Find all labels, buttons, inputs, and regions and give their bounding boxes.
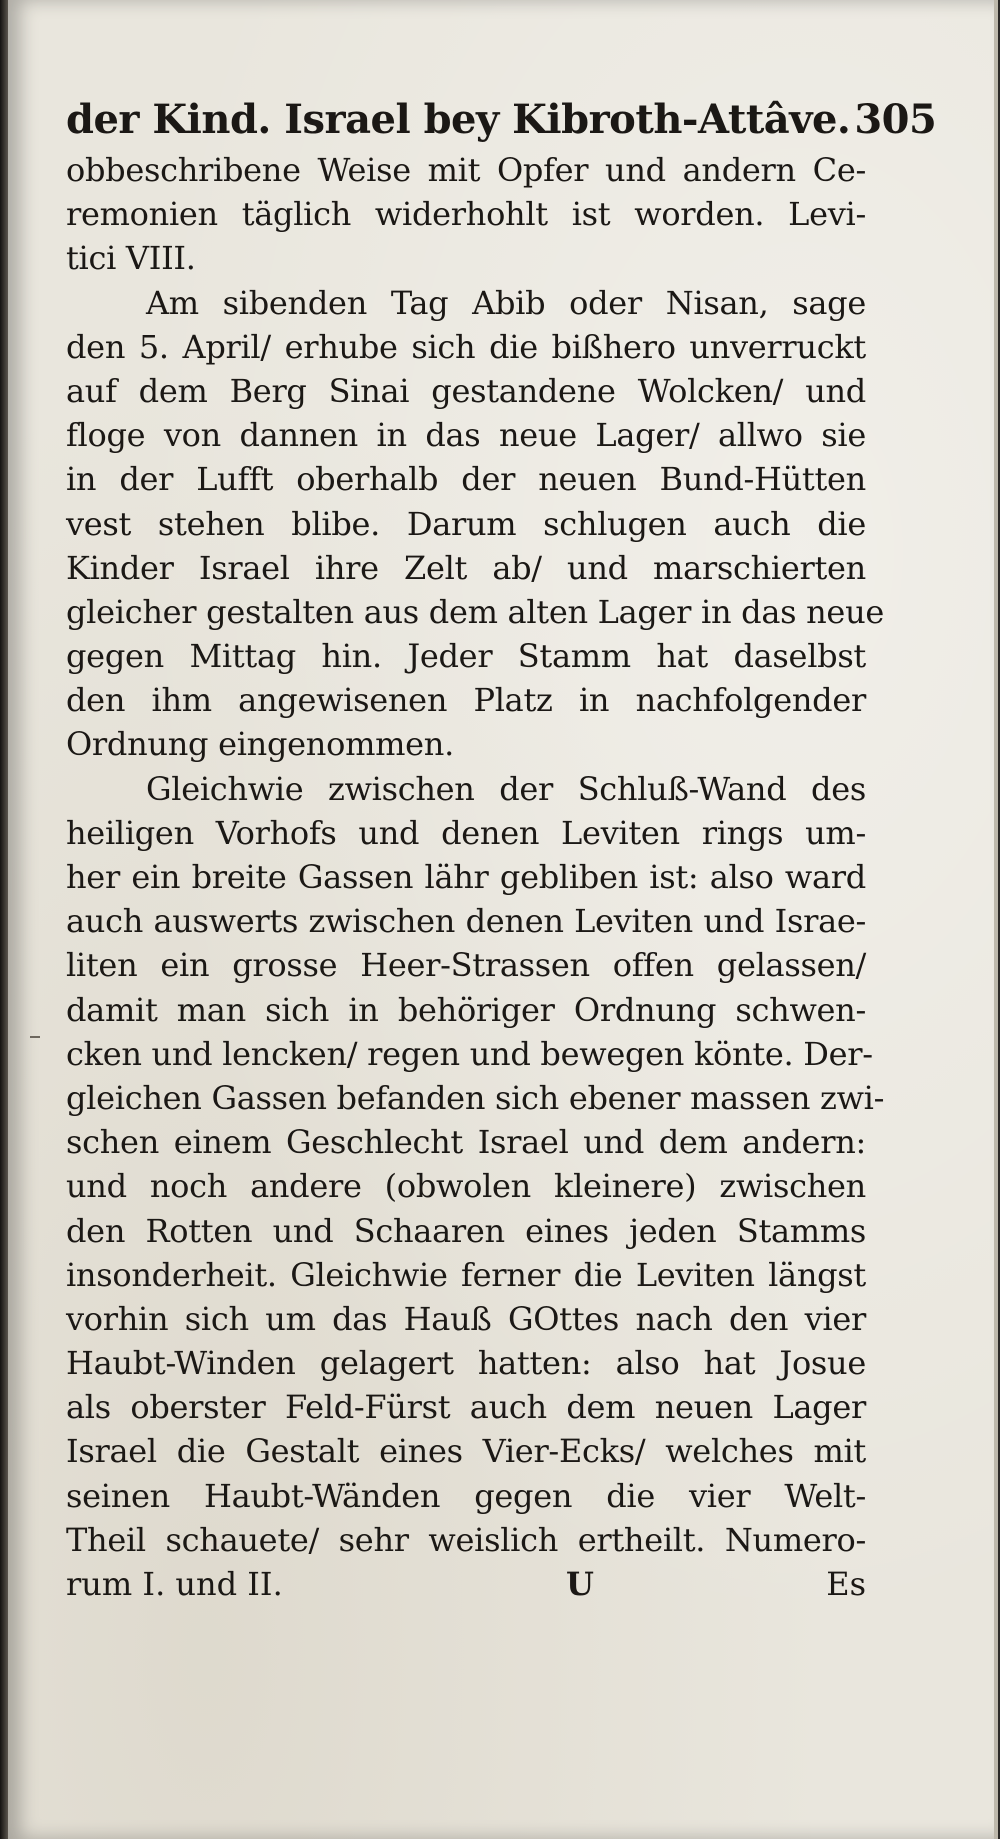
text-line: und noch andere (obwolen kleinere) zwischen: [66, 1167, 866, 1206]
text-line: auch auswerts zwischen denen Leviten und Israe-: [66, 902, 866, 941]
text-line: floge von dannen in das neue Lager/ allwo sie: [66, 416, 866, 455]
text-line: liten ein grosse Heer-Strassen offen gelassen/: [66, 946, 866, 985]
text-line: den ihm angewisenen Platz in nachfolgender: [66, 681, 866, 720]
text-line: Israel die Gestalt eines Vier-Ecks/ welches mit: [66, 1432, 866, 1471]
text-line: den 5. April/ erhube sich die bißhero unverruckt: [66, 327, 866, 366]
text-line: Ordnung eingenommen.: [66, 725, 454, 764]
text-line: Kinder Israel ihre Zelt ab/ und marschierten: [66, 548, 866, 587]
page-number: 305: [854, 96, 937, 143]
catchword: Es: [826, 1565, 866, 1603]
text-line: tici VIII.: [66, 239, 196, 278]
page-edge: [994, 0, 998, 1839]
running-title: der Kind. Israel bey Kibroth-Attâve.: [66, 96, 851, 143]
text-line: gegen Mittag hin. Jeder Stamm hat daselbst: [66, 637, 866, 676]
signature-mark: U: [566, 1565, 594, 1603]
text-line: als oberster Feld-Fürst auch dem neuen Lager: [66, 1388, 866, 1427]
text-line: heiligen Vorhofs und denen Leviten rings um-: [66, 813, 866, 852]
text-line: her ein breite Gassen lähr gebliben ist: also ward: [66, 858, 866, 896]
text-line: auf dem Berg Sinai gestandene Wolcken/ und: [66, 371, 866, 410]
page-text: [66, 92, 937, 1606]
footer-reference: rum I. und II.: [66, 1565, 283, 1603]
paragraph-start-line: Am sibenden Tag Abib oder Nisan, sage: [146, 283, 866, 322]
text-line: den Rotten und Schaaren eines jeden Stamms: [66, 1211, 866, 1250]
text-line: vest stehen blibe. Darum schlugen auch die: [66, 504, 866, 543]
text-line: gleichen Gassen befanden sich ebener massen zwi-: [66, 1078, 885, 1117]
text-line: cken und lencken/ regen und bewegen könte. Der-: [66, 1034, 873, 1073]
running-head: [66, 92, 937, 148]
page-footer: [66, 1562, 866, 1606]
ink-speck: [30, 1036, 40, 1038]
text-line: Haubt-Winden gelagert hatten: also hat Josue: [66, 1344, 866, 1383]
text-line: insonderheit. Gleichwie ferner die Leviten längst: [66, 1255, 866, 1294]
text-line: schen einem Geschlecht Israel und dem andern:: [66, 1123, 866, 1162]
text-line: obbeschribene Weise mit Opfer und andern Ce-: [66, 151, 866, 189]
text-line: Theil schauete/ sehr weislich ertheilt. Numero-: [66, 1520, 866, 1559]
paragraph-start-line: Gleichwie zwischen der Schluß-Wand des: [146, 769, 866, 808]
text-line: in der Lufft oberhalb der neuen Bund-Hütten: [66, 460, 866, 499]
book-gutter-shadow: [0, 0, 8, 1839]
text-line: damit man sich in behöriger Ordnung schwen-: [66, 990, 866, 1029]
book-page: [8, 0, 998, 1839]
text-line: seinen Haubt-Wänden gegen die vier Welt-: [66, 1476, 866, 1515]
text-line: gleicher gestalten aus dem alten Lager in das neue: [66, 592, 885, 631]
text-line: remonien täglich widerhohlt ist worden. Levi-: [66, 195, 866, 234]
text-line: vorhin sich um das Hauß GOttes nach den vier: [66, 1299, 866, 1338]
